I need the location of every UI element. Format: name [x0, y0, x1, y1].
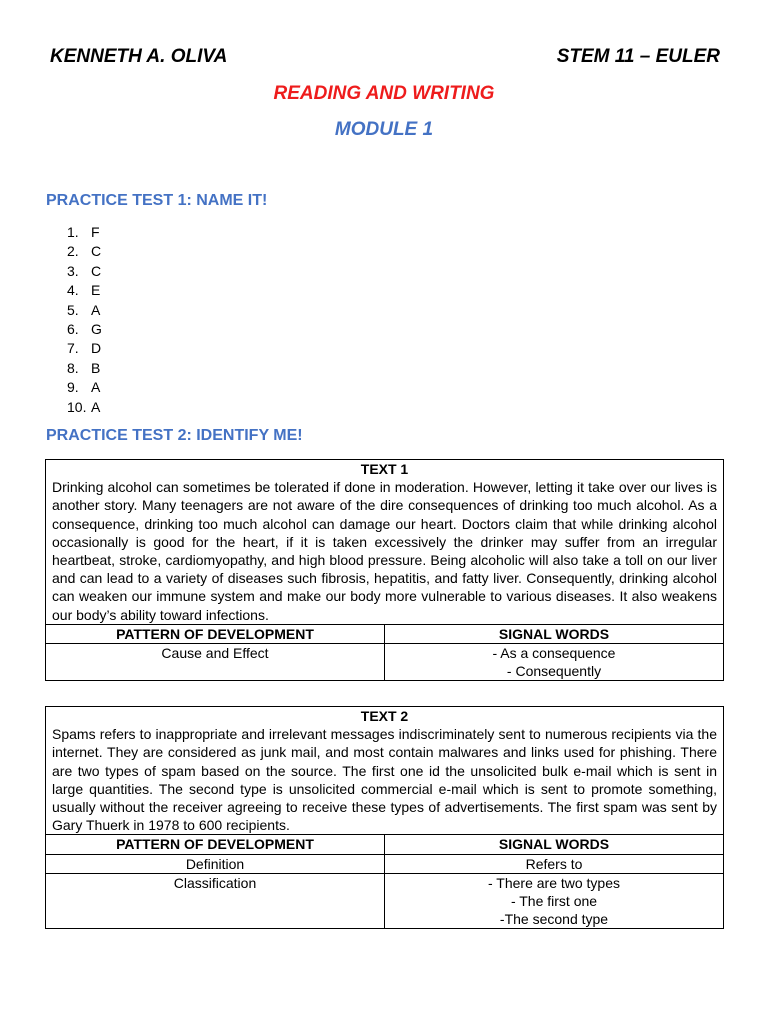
signal-column-header: SIGNAL WORDS: [385, 624, 724, 643]
text-1-cell: [46, 460, 724, 625]
list-item: 8. B: [67, 359, 101, 376]
list-item: 4. E: [67, 282, 101, 299]
text-2-cell: [46, 707, 724, 835]
list-item: 7. D: [67, 340, 102, 357]
text-1-body: Drinking alcohol can sometimes be tolerated if done in moderation. However, letting it take over our lives is another story. Many teenagers are not aware of the dire consequences of drinking too much alcohol. As a consequence, drinking too much alcohol can damage our heart. Doctors claim that while drinking alcohol occasionally is good for the heart, if it is taken excessively the drinker may suffer from an irregular heartbeat, stroke, cardiomyopathy, and high blood pressure. Being alcoholic will also take a toll on our liver and can lead to a variety of diseases such fibrosis, hepatitis, and fatty liver. Consequently, drinking alcohol can weaken our immune system and make our body more vulnerable to various diseases. It also weakens our body’s ability toward infections.: [52, 479, 717, 623]
student-name: KENNETH A. OLIVA: [50, 46, 228, 67]
subject-title: READING AND WRITING: [273, 83, 495, 104]
module-title: MODULE 1: [334, 119, 434, 140]
list-item: 1. F: [67, 224, 100, 240]
list-item: 2. C: [67, 243, 102, 260]
class-section: STEM 11 – EULER: [556, 46, 720, 67]
text-2-label: TEXT 2: [360, 708, 409, 724]
signal-column-header: SIGNAL WORDS: [385, 835, 724, 854]
list-item: 9. A: [67, 379, 101, 396]
text-2-body: Spams refers to inappropriate and irrelevant messages indiscriminately sent to numerous recipients via the internet. They are considered as junk mail, and most contain malwares and links used for phishing. There are two types of spam based on the source. The first one id the unsolicited bulk e-mail which is sent in large quantities. The second type is unsolicited commercial e-mail which is sent to promote something, usually without the receiver agreeing to receive these types of advertisements. The first spam was sent by Gary Thuerk in 1978 to 600 recipients.: [52, 726, 717, 834]
table-row: [46, 644, 724, 681]
practice-test-1-heading: PRACTICE TEST 1: NAME IT!: [46, 192, 268, 209]
pattern-cell: Classification: [46, 873, 385, 929]
signal-cell: - There are two types - The first one -The second type: [385, 873, 724, 929]
text-1-table: [45, 459, 724, 681]
list-item: 6. G: [67, 321, 102, 338]
answer-list: [67, 223, 102, 417]
text-1-label: TEXT 1: [360, 461, 409, 477]
table-row: [46, 854, 724, 873]
signal-cell: - As a consequence - Consequently: [385, 644, 724, 681]
table-row: [46, 873, 724, 929]
pattern-cell: Cause and Effect: [46, 644, 385, 681]
list-item: 5. A: [67, 301, 101, 318]
pattern-column-header: PATTERN OF DEVELOPMENT: [46, 835, 385, 854]
list-item: 10. A: [67, 398, 101, 415]
list-item: 3. C: [67, 262, 102, 279]
practice-test-2-heading: PRACTICE TEST 2: IDENTIFY ME!: [46, 427, 303, 444]
pattern-cell: Definition: [46, 854, 385, 873]
signal-cell: Refers to: [385, 854, 724, 873]
text-2-table: [45, 706, 724, 929]
pattern-column-header: PATTERN OF DEVELOPMENT: [46, 624, 385, 643]
